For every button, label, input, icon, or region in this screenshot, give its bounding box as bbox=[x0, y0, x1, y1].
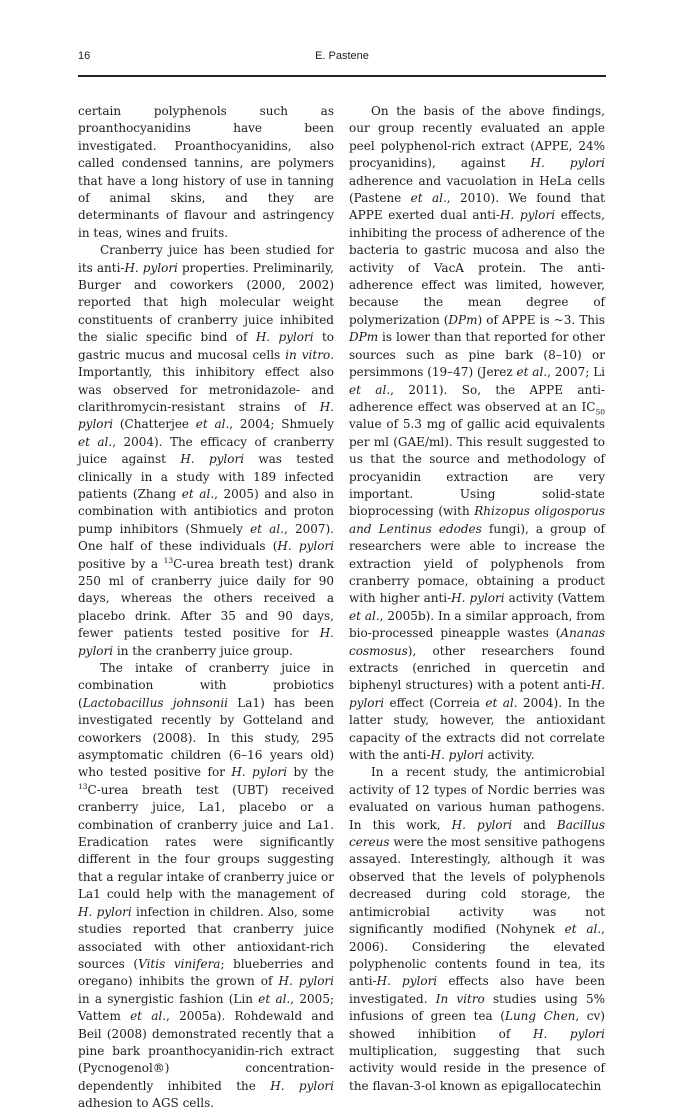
text-run: fungi), a group of researchers were able to increase the extraction yield of polyphenols from cranberry pomace, obtaining a product with higher anti- bbox=[349, 521, 605, 606]
text-run: 2004). In the latter study, however, the antioxidant capacity of the extracts did not correlate with the anti- bbox=[349, 695, 605, 763]
italic-run: H. pylori bbox=[376, 974, 438, 989]
italic-run: et al bbox=[181, 486, 211, 501]
italic-run: Lung Chen bbox=[504, 1009, 576, 1024]
italic-run: DPm bbox=[349, 330, 379, 345]
italic-run: H. pylori bbox=[270, 1078, 334, 1093]
text-run: ., 2004). The efficacy of cranberry juice against bbox=[78, 434, 335, 467]
italic-run: Lactobacillus johnsonii bbox=[82, 695, 229, 710]
italic-run: et al bbox=[349, 382, 387, 397]
text-run: and bbox=[512, 817, 557, 832]
text-run: ; blueberries and oregano) inhibits the grown of bbox=[78, 956, 334, 989]
text-run: effects also have been investigated. bbox=[349, 974, 605, 1006]
italic-run: Rhizopus oligosporus and Lentinus edodes bbox=[349, 504, 605, 536]
text-run: studies using 5% infusions of green tea ( bbox=[349, 991, 606, 1024]
text-run: ., 2005a). Rohdewald and Beil (2008) demonstrated recently that a pine bark proanthocyanidin-rich extract (Pycnogenol®) concentration-dependently inhibited the bbox=[78, 1009, 334, 1093]
italic-run: et al bbox=[564, 922, 598, 937]
text-run: ., 2005b). In a similar approach, from bio-processed pineapple wastes ( bbox=[349, 608, 605, 641]
text-run: . Importantly, this inhibitory effect also was observed for metronidazole- and clarithromycin-resistant strains of bbox=[78, 347, 335, 414]
italic-run: Ananas cosmosus bbox=[349, 626, 605, 658]
text-run: ., 2005) and also in combination with antibiotics and proton pump inhibitors (Shmuely bbox=[78, 486, 335, 536]
text-run: is lower than that reported for other sources such as pine bark (8–10) or persimmons (19–47) (Jerez bbox=[349, 330, 605, 380]
text-run: ., 2006). Considering the elevated polyphenolic contents found in tea, its anti- bbox=[349, 922, 605, 989]
italic-run: Bacillus cereus bbox=[349, 817, 605, 850]
paragraph bbox=[78, 103, 334, 242]
text-run: La1) has been investigated recently by Gotteland and coworkers (2008). In this study, 295 asymptomatic children (6–16 years old) who tested positive for bbox=[78, 695, 334, 780]
text-run: effect (Correia bbox=[384, 695, 486, 710]
italic-run: Vitis vinifera bbox=[138, 956, 221, 971]
page-header bbox=[78, 50, 606, 66]
text-run: ., 2007). One half of these individuals ( bbox=[78, 521, 334, 554]
italic-run: H. pylori bbox=[532, 1026, 605, 1041]
text-run: C-urea breath test) drank 250 ml of cranberry juice daily for 90 days, whereas the others received a placebo drink. After 35 and 90 days, fewer patients tested positive for bbox=[78, 556, 334, 641]
italic-run: et al bbox=[195, 417, 226, 432]
text-run: The intake of cranberry juice in combination with probiotics ( bbox=[78, 661, 334, 710]
text-run: multiplication, suggesting that such activity would reside in the presence of the flavan-3-ol known as epigallocatechin bbox=[349, 1043, 605, 1093]
page-number: 16 bbox=[78, 50, 91, 62]
italic-run: et al bbox=[258, 991, 287, 1006]
superscript: 13 bbox=[78, 781, 88, 791]
italic-run: H. pylori bbox=[231, 765, 288, 780]
italic-run: et al bbox=[349, 608, 376, 623]
italic-run: DPm bbox=[448, 312, 478, 327]
italic-run: H. pylori bbox=[451, 591, 505, 606]
left-column bbox=[78, 103, 334, 1113]
italic-run: H. pylori bbox=[124, 260, 178, 275]
header-rule bbox=[78, 75, 606, 77]
text-run: C-urea breath test (UBT) received cranberry juice, La1, placebo or a combination of cranberry juice and La1. Eradication rates were significantly different in the four groups suggesting that a regular intake of cranberry juice or La1 could help with the management of bbox=[78, 782, 334, 902]
italic-run: H. pylori bbox=[78, 626, 334, 658]
italic-run: et al bbox=[78, 434, 109, 449]
running-head: E. Pastene bbox=[315, 50, 369, 62]
paragraph bbox=[78, 242, 334, 660]
text-run: ) of APPE is ~3. This bbox=[477, 312, 605, 327]
text-run: On the basis of the above findings, our group recently evaluated an apple peel polyphenol-rich extract (APPE, 24% procyanidins), against bbox=[349, 104, 605, 171]
text-run: Cranberry juice has been studied for its anti- bbox=[78, 243, 334, 275]
italic-run: et al bbox=[250, 521, 281, 536]
text-run: ., 2004; Shmuely bbox=[225, 417, 334, 432]
italic-run: H. pylori bbox=[430, 748, 484, 763]
italic-run: In vitro bbox=[435, 991, 485, 1006]
text-run: ., 2007; Li bbox=[543, 365, 606, 380]
italic-run: H. pylori bbox=[451, 817, 513, 832]
text-run: certain polyphenols such as proanthocyanidins have been investigated. Proanthocyanidins, also called condensed tannins, are polymers that have a long history of use in tanning of animal skins, and they are determinants of flavour and astringency in teas, wines and fruits. bbox=[78, 104, 334, 240]
text-run: infection in children. Also, some studies reported that cranberry juice associated with other antioxidant-rich sources ( bbox=[78, 904, 334, 971]
italic-run: H. pylori bbox=[180, 452, 245, 467]
text-run: ), other researchers found extracts (enriched in quercetin and biphenyl structures) with a potent anti- bbox=[349, 643, 605, 693]
italic-run: H. pylori bbox=[255, 330, 314, 345]
italic-run: et al bbox=[410, 191, 443, 206]
italic-run: in vitro bbox=[285, 347, 331, 362]
text-run: positive by a bbox=[78, 556, 164, 571]
text-run: by the bbox=[287, 765, 335, 780]
text-run: ., 2011). So, the APPE anti-adherence effect was observed at an IC bbox=[349, 382, 605, 414]
paragraph bbox=[78, 660, 334, 1113]
text-run: was tested clinically in a study with 189 infected patients (Zhang bbox=[78, 452, 334, 501]
text-run: , cv) showed inhibition of bbox=[349, 1009, 605, 1041]
italic-run: H. pylori bbox=[530, 156, 605, 171]
text-run: properties. Preliminarily, Burger and coworkers (2000, 2002) reported that high molecular weight constituents of cranberry juice inhibited the sialic specific bind of bbox=[78, 260, 334, 345]
italic-run: H. pylori bbox=[78, 399, 334, 432]
italic-run: H. pylori bbox=[278, 974, 334, 989]
italic-run: H. pylori bbox=[499, 208, 556, 223]
text-run: ., 2005; Vattem bbox=[78, 991, 334, 1024]
italic-run: et al bbox=[516, 365, 544, 380]
italic-run: H. pylori bbox=[277, 539, 334, 554]
text-run: in the cranberry juice group. bbox=[113, 643, 293, 658]
italic-run: et al bbox=[130, 1009, 163, 1024]
text-run: activity. bbox=[483, 748, 535, 763]
text-run: value of 5.3 mg of gallic acid equivalents per ml (GAE/ml). This result suggested to us that the source and methodology of procyanidin extraction are very important. Using solid-state bioprocessing (with bbox=[349, 417, 605, 519]
paragraph bbox=[349, 764, 605, 1095]
italic-run: H. pylori bbox=[78, 904, 132, 919]
paragraph bbox=[349, 103, 605, 764]
text-run: (Chatterjee bbox=[113, 417, 196, 432]
italic-run: H. pylori bbox=[349, 678, 605, 710]
text-run: ., 2010). We found that APPE exerted dual anti- bbox=[349, 191, 605, 223]
italic-run: et al. bbox=[485, 695, 518, 710]
text-run: adhesion to AGS cells. bbox=[78, 1096, 215, 1111]
text-run: were the most sensitive pathogens assayed. Interestingly, although it was observed that the levels of polyphenols decreased during cold storage, the antimicrobial activity was not significantly modified (Nohynek bbox=[349, 835, 605, 937]
text-run: activity (Vattem bbox=[504, 591, 605, 606]
text-run: to gastric mucus and mucosal cells bbox=[78, 330, 334, 362]
text-run: In a recent study, the antimicrobial activity of 12 types of Nordic berries was evaluated on various human pathogens. In this work, bbox=[349, 765, 605, 832]
right-column bbox=[349, 103, 605, 1095]
text-run: effects, inhibiting the process of adherence of the bacteria to gastric mucosa and also the activity of VacA protein. The anti-adherence effect was limited, however, because the mean degree of polymerization ( bbox=[349, 208, 605, 327]
text-run: in a synergistic fashion (Lin bbox=[78, 991, 259, 1006]
subscript: 50 bbox=[595, 407, 605, 417]
text-run: adherence and vacuolation in HeLa cells (Pastene bbox=[349, 173, 605, 206]
superscript: 13 bbox=[163, 555, 174, 565]
